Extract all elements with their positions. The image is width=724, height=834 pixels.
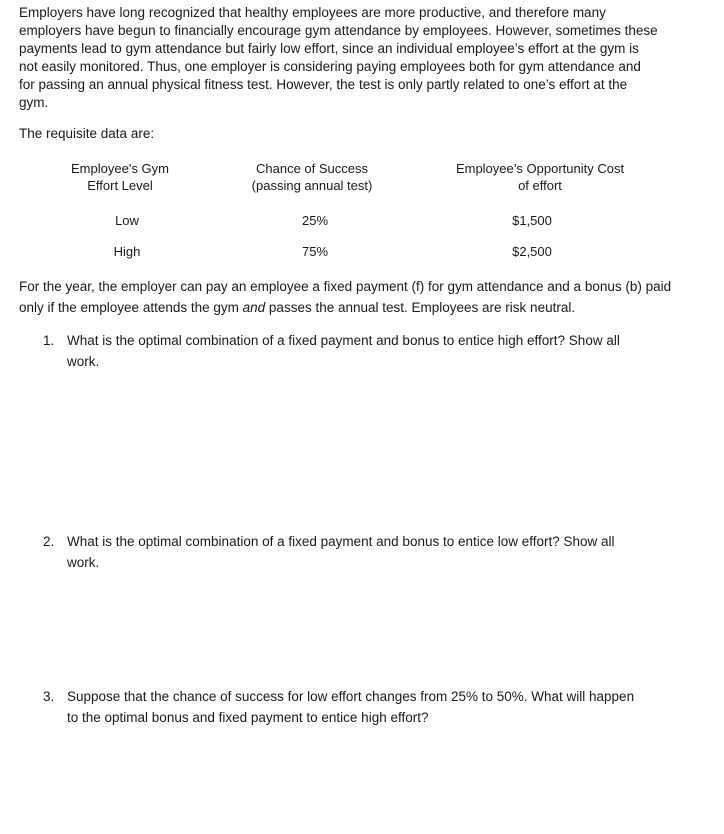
cell-chance-high: 75% bbox=[301, 244, 329, 259]
cell-effort-high: High bbox=[113, 244, 141, 259]
question-text: What is the optimal combination of a fixed payment and bonus to entice low effort? Show all work. bbox=[67, 534, 615, 570]
payment-text-emphasis: and bbox=[242, 300, 266, 315]
header-effort-level bbox=[55, 160, 185, 194]
header-chance-of-success bbox=[232, 160, 392, 194]
header-opportunity-cost bbox=[440, 160, 640, 194]
payment-text-2: passes the annual test. Employees are risk neutral. bbox=[265, 300, 576, 315]
question-text: What is the optimal combination of a fixed payment and bonus to entice high effort? Show all work. bbox=[67, 333, 620, 369]
question-number: 2. bbox=[43, 534, 55, 549]
payment-paragraph bbox=[19, 276, 699, 318]
cell-effort-low: Low bbox=[115, 213, 139, 228]
cell-chance-low: 25% bbox=[301, 213, 329, 228]
header-cost-line2: of effort bbox=[518, 178, 562, 193]
question-number: 3. bbox=[43, 689, 55, 704]
cell-cost-high: $2,500 bbox=[512, 244, 552, 259]
intro-paragraph: Employers have long recognized that healthy employees are more productive, and therefore many employers have begun to financially encourage gym attendance by employees. However, sometimes these payments lead to gym attendance but fairly low effort, since an individual employee’s effort at the gym is not easily monitored. Thus, one employer is considering paying employees both for gym attendance and for passing an annual physical fitness test. However, the test is only partly related to one’s effort at the gym. bbox=[19, 5, 658, 110]
header-chance-line2: (passing annual test) bbox=[251, 178, 373, 193]
question-text: Suppose that the chance of success for low effort changes from 25% to 50%. What will happen to the optimal bonus and fixed payment to entice high effort? bbox=[67, 689, 635, 725]
header-effort-line1: Employee’s Gym bbox=[70, 161, 169, 176]
requisite-label: The requisite data are: bbox=[19, 126, 155, 141]
payment-text-1: For the year, the employer can pay an employee a fixed payment (f) for gym attendance and a bonus (b) paid only if the employee attends the gym bbox=[19, 279, 672, 315]
header-effort-line2: Effort Level bbox=[87, 178, 153, 193]
header-cost-line1: Employee’s Opportunity Cost bbox=[455, 161, 625, 176]
cell-cost-low: $1,500 bbox=[512, 213, 552, 228]
header-chance-line1: Chance of Success bbox=[255, 161, 368, 176]
question-number: 1. bbox=[43, 333, 55, 348]
